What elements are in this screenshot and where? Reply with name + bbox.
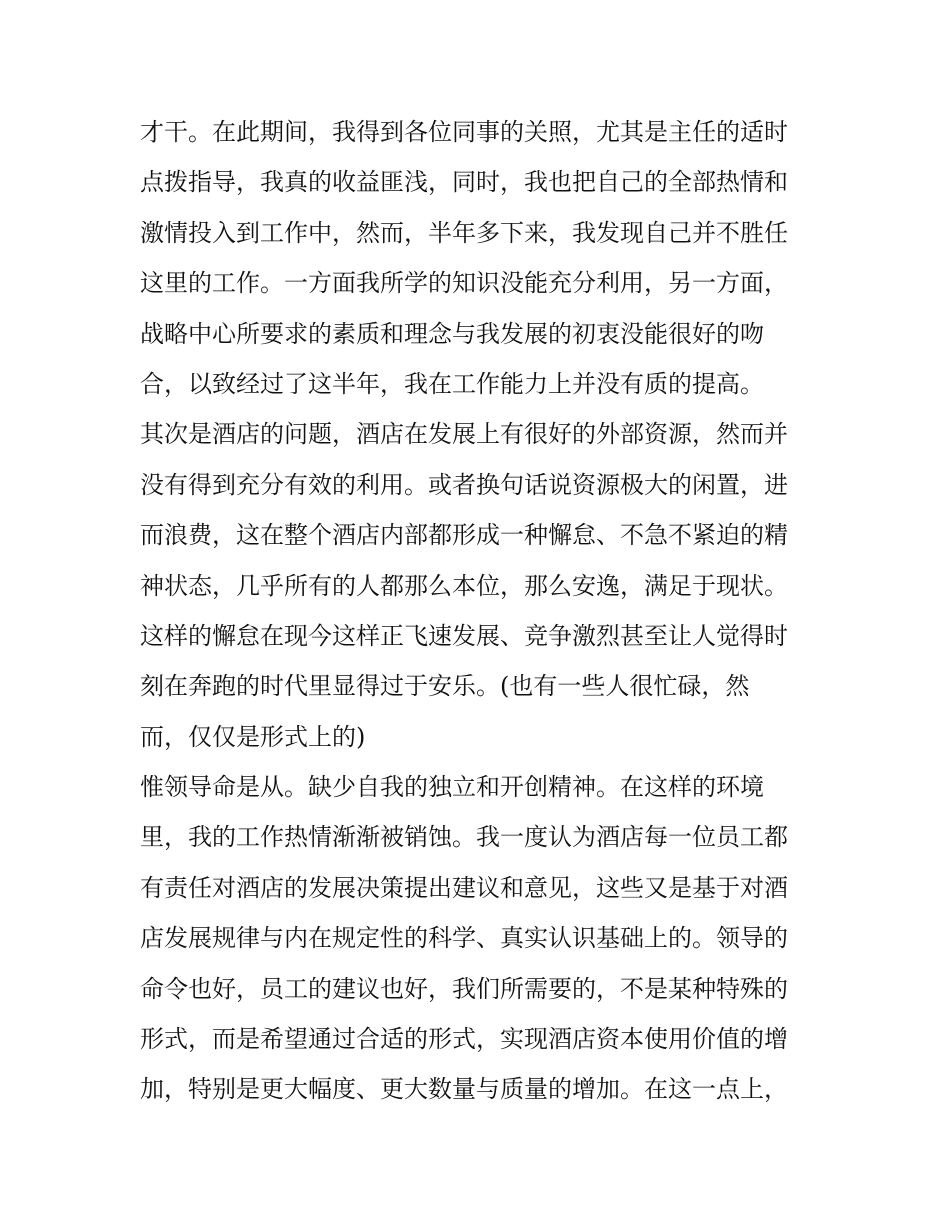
text-line: 有责任对酒店的发展决策提出建议和意见，这些又是基于对酒 — [140, 873, 788, 902]
text-line: 这里的工作。一方面我所学的知识没能充分利用，另一方面， — [140, 269, 788, 298]
text-line: 其次是酒店的问题，酒店在发展上有很好的外部资源，然而并 — [140, 420, 788, 449]
text-line: 店发展规律与内在规定性的科学、真实认识基础上的。领导的 — [140, 924, 788, 953]
text-line: 而浪费，这在整个酒店内部都形成一种懈怠、不急不紧迫的精 — [140, 521, 788, 550]
text-line: 刻在奔跑的时代里显得过于安乐。(也有一些人很忙碌，然 — [140, 672, 750, 701]
text-line: 这样的懈怠在现今这样正飞速发展、竞争激烈甚至让人觉得时 — [140, 621, 788, 650]
text-line: 激情投入到工作中，然而，半年多下来，我发现自己并不胜任 — [140, 218, 788, 247]
text-line: 命令也好，员工的建议也好，我们所需要的，不是某种特殊的 — [140, 974, 788, 1003]
text-line: 惟领导命是从。缺少自我的独立和开创精神。在这样的环境 — [140, 773, 764, 802]
text-line: 里，我的工作热情渐渐被销蚀。我一度认为酒店每一位员工都 — [140, 823, 788, 852]
text-line: 形式，而是希望通过合适的形式，实现酒店资本使用价值的增 — [140, 1025, 788, 1054]
text-line: 没有得到充分有效的利用。或者换句话说资源极大的闲置，进 — [140, 470, 788, 499]
text-line: 而，仅仅是形式上的) — [140, 722, 366, 751]
text-line: 加，特别是更大幅度、更大数量与质量的增加。在这一点上， — [140, 1075, 788, 1104]
text-line: 战略中心所要求的素质和理念与我发展的初衷没能很好的吻 — [140, 319, 764, 348]
body-text — [140, 107, 820, 1115]
text-line: 才干。在此期间，我得到各位同事的关照，尤其是主任的适时 — [140, 118, 788, 146]
text-line: 合，以致经过了这半年，我在工作能力上并没有质的提高。 — [140, 369, 764, 398]
text-line: 点拨指导，我真的收益匪浅，同时，我也把自己的全部热情和 — [140, 168, 788, 197]
text-line: 神状态，几乎所有的人都那么本位，那么安逸，满足于现状。 — [140, 571, 788, 600]
